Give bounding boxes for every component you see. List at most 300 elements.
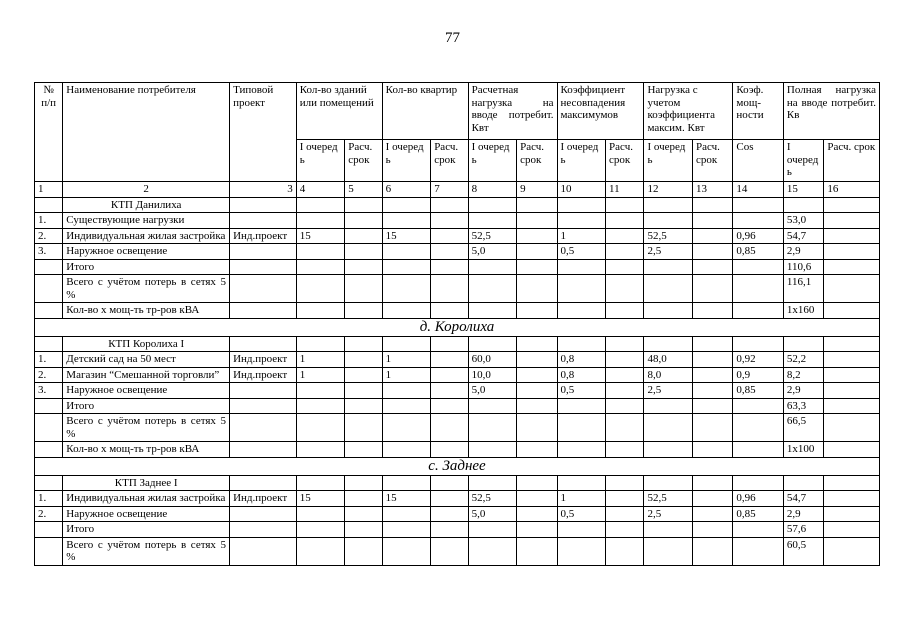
table-row <box>35 303 880 319</box>
column-number: 11 <box>606 182 644 198</box>
empty-cell <box>606 336 644 352</box>
value-m2 <box>692 442 732 458</box>
header-coef-mismatch: Коэффициент несовпадения максимумов <box>557 83 644 140</box>
value-a1: 1 <box>382 367 431 383</box>
value-f1: 2,9 <box>783 244 823 260</box>
empty-cell <box>468 197 517 213</box>
row-number <box>35 414 63 442</box>
value-l2 <box>517 228 557 244</box>
empty-cell <box>517 336 557 352</box>
value-f1: 53,0 <box>783 213 823 229</box>
column-number: 8 <box>468 182 517 198</box>
column-number-row <box>35 182 880 198</box>
table-row <box>35 383 880 399</box>
value-k1 <box>557 522 606 538</box>
value-cos: 0,92 <box>733 352 784 368</box>
subheader-first-queue: I очеред ь <box>557 140 606 182</box>
value-b1 <box>296 275 345 303</box>
value-m1: 2,5 <box>644 244 693 260</box>
empty-cell <box>733 475 784 491</box>
village-title: с. Заднее <box>35 457 880 475</box>
value-b1 <box>296 522 345 538</box>
project-type <box>230 537 297 565</box>
value-l1 <box>468 275 517 303</box>
value-l1: 52,5 <box>468 491 517 507</box>
column-number: 16 <box>824 182 880 198</box>
value-k1 <box>557 275 606 303</box>
load-table <box>34 82 880 566</box>
consumer-name: Итого <box>63 259 230 275</box>
value-b1: 15 <box>296 228 345 244</box>
empty-cell <box>824 336 880 352</box>
value-k2 <box>606 506 644 522</box>
village-row <box>35 318 880 336</box>
empty-cell <box>733 336 784 352</box>
value-m1 <box>644 537 693 565</box>
project-type <box>230 522 297 538</box>
value-b2 <box>345 303 382 319</box>
row-number: 2. <box>35 506 63 522</box>
project-type <box>230 259 297 275</box>
column-number: 4 <box>296 182 345 198</box>
value-b1 <box>296 537 345 565</box>
empty-cell <box>230 197 297 213</box>
empty-cell <box>644 336 693 352</box>
project-type <box>230 244 297 260</box>
village-title: д. Королиха <box>35 318 880 336</box>
table-row <box>35 414 880 442</box>
value-f1: 52,2 <box>783 352 823 368</box>
empty-cell <box>296 197 345 213</box>
consumer-name: Индивидуальная жилая застройка <box>63 491 230 507</box>
value-a2 <box>431 213 468 229</box>
column-number: 1 <box>35 182 63 198</box>
value-l2 <box>517 259 557 275</box>
value-f2 <box>824 383 880 399</box>
value-f2 <box>824 398 880 414</box>
value-cos <box>733 398 784 414</box>
table-row <box>35 275 880 303</box>
value-l1 <box>468 259 517 275</box>
column-number: 10 <box>557 182 606 198</box>
value-l1 <box>468 442 517 458</box>
empty-cell <box>468 475 517 491</box>
value-cos: 0,9 <box>733 367 784 383</box>
row-number <box>35 537 63 565</box>
value-m2 <box>692 244 732 260</box>
empty-cell <box>35 475 63 491</box>
empty-cell <box>431 475 468 491</box>
value-l2 <box>517 398 557 414</box>
value-l2 <box>517 383 557 399</box>
village-row <box>35 457 880 475</box>
ktp-row <box>35 197 880 213</box>
table-row <box>35 228 880 244</box>
value-l2 <box>517 506 557 522</box>
row-number: 3. <box>35 244 63 260</box>
value-b2 <box>345 244 382 260</box>
empty-cell <box>557 336 606 352</box>
value-cos: 0,96 <box>733 491 784 507</box>
value-cos: 0,96 <box>733 228 784 244</box>
value-k2 <box>606 303 644 319</box>
value-m1 <box>644 213 693 229</box>
table-row <box>35 522 880 538</box>
consumer-name: Итого <box>63 522 230 538</box>
value-f2 <box>824 213 880 229</box>
value-a2 <box>431 367 468 383</box>
empty-cell <box>230 336 297 352</box>
empty-cell <box>230 475 297 491</box>
table-row <box>35 244 880 260</box>
column-number: 12 <box>644 182 693 198</box>
value-k2 <box>606 367 644 383</box>
empty-cell <box>382 475 431 491</box>
empty-cell <box>783 197 823 213</box>
value-a2 <box>431 414 468 442</box>
value-a1 <box>382 398 431 414</box>
column-number: 14 <box>733 182 784 198</box>
value-m1: 2,5 <box>644 506 693 522</box>
value-cos <box>733 275 784 303</box>
value-b1: 15 <box>296 491 345 507</box>
value-m1: 2,5 <box>644 383 693 399</box>
column-number: 15 <box>783 182 823 198</box>
empty-cell <box>431 197 468 213</box>
subheader-calc-term: Расч. срок <box>824 140 880 182</box>
empty-cell <box>35 197 63 213</box>
value-f2 <box>824 522 880 538</box>
value-f1: 66,5 <box>783 414 823 442</box>
value-k2 <box>606 522 644 538</box>
value-k1: 0,8 <box>557 367 606 383</box>
empty-cell <box>644 475 693 491</box>
table-row <box>35 398 880 414</box>
value-f2 <box>824 506 880 522</box>
value-k2 <box>606 275 644 303</box>
table-row <box>35 352 880 368</box>
value-m2 <box>692 414 732 442</box>
consumer-name: Всего с учётом потерь в сетях 5 % <box>63 537 230 565</box>
value-m2 <box>692 303 732 319</box>
project-type <box>230 414 297 442</box>
consumer-name: Магазин “Смешанной торговли” <box>63 367 230 383</box>
value-b2 <box>345 367 382 383</box>
empty-cell <box>382 336 431 352</box>
value-k2 <box>606 228 644 244</box>
value-a2 <box>431 491 468 507</box>
value-b1 <box>296 398 345 414</box>
value-l1: 60,0 <box>468 352 517 368</box>
value-l2 <box>517 491 557 507</box>
value-f1: 60,5 <box>783 537 823 565</box>
value-f1: 110,6 <box>783 259 823 275</box>
value-f2 <box>824 228 880 244</box>
value-m2 <box>692 506 732 522</box>
value-a1 <box>382 522 431 538</box>
value-k2 <box>606 259 644 275</box>
value-cos <box>733 259 784 275</box>
value-f2 <box>824 244 880 260</box>
table-row <box>35 491 880 507</box>
value-m1: 52,5 <box>644 228 693 244</box>
column-number: 7 <box>431 182 468 198</box>
empty-cell <box>517 475 557 491</box>
value-a2 <box>431 537 468 565</box>
value-f2 <box>824 537 880 565</box>
value-k1 <box>557 259 606 275</box>
value-k2 <box>606 213 644 229</box>
subheader-calc-term: Расч. срок <box>431 140 468 182</box>
subheader-calc-term: Расч. срок <box>692 140 732 182</box>
consumer-name: Всего с учётом потерь в сетях 5 % <box>63 414 230 442</box>
value-b2 <box>345 506 382 522</box>
value-m2 <box>692 367 732 383</box>
subheader-first-queue: I очеред ь <box>783 140 823 182</box>
value-k2 <box>606 442 644 458</box>
header-load-coef: Нагрузка с учетом коэффициента максим. Квт <box>644 83 733 140</box>
value-l2 <box>517 303 557 319</box>
consumer-name: Кол-во х мощ-ть тр-ров кВА <box>63 442 230 458</box>
project-type <box>230 383 297 399</box>
value-k1: 0,8 <box>557 352 606 368</box>
header-full-load: Полная нагрузка на вводе потребит. Кв <box>783 83 879 140</box>
value-l1 <box>468 522 517 538</box>
header-apartments: Кол-во квартир <box>382 83 468 140</box>
value-f1: 63,3 <box>783 398 823 414</box>
value-m1 <box>644 259 693 275</box>
consumer-name: Итого <box>63 398 230 414</box>
value-l2 <box>517 275 557 303</box>
value-f2 <box>824 259 880 275</box>
value-a2 <box>431 442 468 458</box>
row-number <box>35 442 63 458</box>
value-m1 <box>644 442 693 458</box>
header-name: Наименование потребителя <box>63 83 230 182</box>
value-b1 <box>296 442 345 458</box>
value-b1 <box>296 244 345 260</box>
value-a1: 15 <box>382 228 431 244</box>
value-f1: 2,9 <box>783 506 823 522</box>
row-number: 2. <box>35 228 63 244</box>
value-m2 <box>692 213 732 229</box>
column-number: 2 <box>63 182 230 198</box>
value-b1 <box>296 303 345 319</box>
value-m1 <box>644 303 693 319</box>
value-l2 <box>517 352 557 368</box>
consumer-name: Наружное освещение <box>63 383 230 399</box>
empty-cell <box>733 197 784 213</box>
value-f1: 2,9 <box>783 383 823 399</box>
value-cos: 0,85 <box>733 383 784 399</box>
value-k2 <box>606 537 644 565</box>
value-k1 <box>557 414 606 442</box>
subheader-first-queue: I очеред ь <box>468 140 517 182</box>
project-type <box>230 506 297 522</box>
value-a2 <box>431 228 468 244</box>
value-a1 <box>382 244 431 260</box>
subheader-calc-term: Расч. срок <box>517 140 557 182</box>
subheader-first-queue: I очеред ь <box>644 140 693 182</box>
ktp-title: КТП Данилиха <box>63 197 230 213</box>
value-b2 <box>345 228 382 244</box>
value-m1 <box>644 398 693 414</box>
consumer-name: Всего с учётом потерь в сетях 5 % <box>63 275 230 303</box>
row-number: 2. <box>35 367 63 383</box>
value-a1 <box>382 506 431 522</box>
value-b1 <box>296 506 345 522</box>
value-f2 <box>824 275 880 303</box>
value-b1 <box>296 259 345 275</box>
project-type: Инд.проект <box>230 228 297 244</box>
header-num: № п/п <box>35 83 63 182</box>
empty-cell <box>692 336 732 352</box>
value-m1 <box>644 414 693 442</box>
header-buildings: Кол-во зданий или помещений <box>296 83 382 140</box>
consumer-name: Существующие нагрузки <box>63 213 230 229</box>
row-number <box>35 275 63 303</box>
value-f2 <box>824 352 880 368</box>
row-number <box>35 522 63 538</box>
value-b2 <box>345 259 382 275</box>
value-a2 <box>431 383 468 399</box>
subheader-calc-term: Расч. срок <box>606 140 644 182</box>
empty-cell <box>692 475 732 491</box>
value-m2 <box>692 398 732 414</box>
value-k2 <box>606 352 644 368</box>
page-number: 77 <box>445 30 460 46</box>
row-number: 1. <box>35 213 63 229</box>
value-b1: 1 <box>296 367 345 383</box>
value-l1: 52,5 <box>468 228 517 244</box>
empty-cell <box>783 336 823 352</box>
value-k1 <box>557 537 606 565</box>
value-a1 <box>382 275 431 303</box>
value-cos: 0,85 <box>733 506 784 522</box>
value-m2 <box>692 259 732 275</box>
value-k2 <box>606 244 644 260</box>
value-cos <box>733 213 784 229</box>
value-cos <box>733 522 784 538</box>
row-number: 1. <box>35 491 63 507</box>
value-k1 <box>557 303 606 319</box>
value-m2 <box>692 352 732 368</box>
value-a1 <box>382 414 431 442</box>
value-f2 <box>824 367 880 383</box>
value-b1: 1 <box>296 352 345 368</box>
value-f1: 1х100 <box>783 442 823 458</box>
empty-cell <box>382 197 431 213</box>
column-number: 9 <box>517 182 557 198</box>
consumer-name: Детский сад на 50 мест <box>63 352 230 368</box>
value-b1 <box>296 213 345 229</box>
value-m2 <box>692 491 732 507</box>
value-a2 <box>431 275 468 303</box>
empty-cell <box>606 197 644 213</box>
empty-cell <box>431 336 468 352</box>
empty-cell <box>557 475 606 491</box>
project-type: Инд.проект <box>230 367 297 383</box>
subheader-first-queue: I очеред ь <box>382 140 431 182</box>
value-a2 <box>431 506 468 522</box>
value-k1: 1 <box>557 228 606 244</box>
empty-cell <box>557 197 606 213</box>
consumer-name: Кол-во х мощ-ть тр-ров кВА <box>63 303 230 319</box>
value-a1 <box>382 259 431 275</box>
value-a2 <box>431 398 468 414</box>
row-number: 1. <box>35 352 63 368</box>
subheader-cos: Cos <box>733 140 784 182</box>
empty-cell <box>468 336 517 352</box>
table-row <box>35 506 880 522</box>
value-m2 <box>692 522 732 538</box>
value-m2 <box>692 537 732 565</box>
column-number: 6 <box>382 182 431 198</box>
value-k1 <box>557 398 606 414</box>
empty-cell <box>296 336 345 352</box>
value-a2 <box>431 352 468 368</box>
value-f1: 54,7 <box>783 491 823 507</box>
value-k2 <box>606 414 644 442</box>
value-a1 <box>382 303 431 319</box>
value-f1: 116,1 <box>783 275 823 303</box>
value-f1: 57,6 <box>783 522 823 538</box>
value-m1: 48,0 <box>644 352 693 368</box>
value-a1 <box>382 442 431 458</box>
value-b2 <box>345 537 382 565</box>
table-row <box>35 442 880 458</box>
row-number <box>35 303 63 319</box>
subheader-calc-term: Расч. срок <box>345 140 382 182</box>
table-row <box>35 259 880 275</box>
table-row <box>35 367 880 383</box>
value-l2 <box>517 213 557 229</box>
value-l2 <box>517 414 557 442</box>
row-number <box>35 398 63 414</box>
ktp-title: КТП Королиха I <box>63 336 230 352</box>
value-l1 <box>468 398 517 414</box>
value-l1 <box>468 537 517 565</box>
value-l2 <box>517 244 557 260</box>
value-cos <box>733 537 784 565</box>
value-m2 <box>692 275 732 303</box>
value-l1 <box>468 414 517 442</box>
header-coef-power: Коэф. мощ-ности <box>733 83 784 140</box>
value-m1 <box>644 275 693 303</box>
value-m2 <box>692 228 732 244</box>
value-l2 <box>517 367 557 383</box>
empty-cell <box>345 336 382 352</box>
empty-cell <box>517 197 557 213</box>
ktp-title: КТП Заднее I <box>63 475 230 491</box>
value-b2 <box>345 383 382 399</box>
value-a1: 1 <box>382 352 431 368</box>
value-b2 <box>345 491 382 507</box>
value-f2 <box>824 414 880 442</box>
value-m1 <box>644 522 693 538</box>
value-f1: 1х160 <box>783 303 823 319</box>
row-number: 3. <box>35 383 63 399</box>
value-cos <box>733 442 784 458</box>
value-a2 <box>431 522 468 538</box>
empty-cell <box>824 197 880 213</box>
empty-cell <box>35 336 63 352</box>
value-b2 <box>345 442 382 458</box>
project-type <box>230 398 297 414</box>
empty-cell <box>692 197 732 213</box>
value-f1: 8,2 <box>783 367 823 383</box>
value-b1 <box>296 414 345 442</box>
